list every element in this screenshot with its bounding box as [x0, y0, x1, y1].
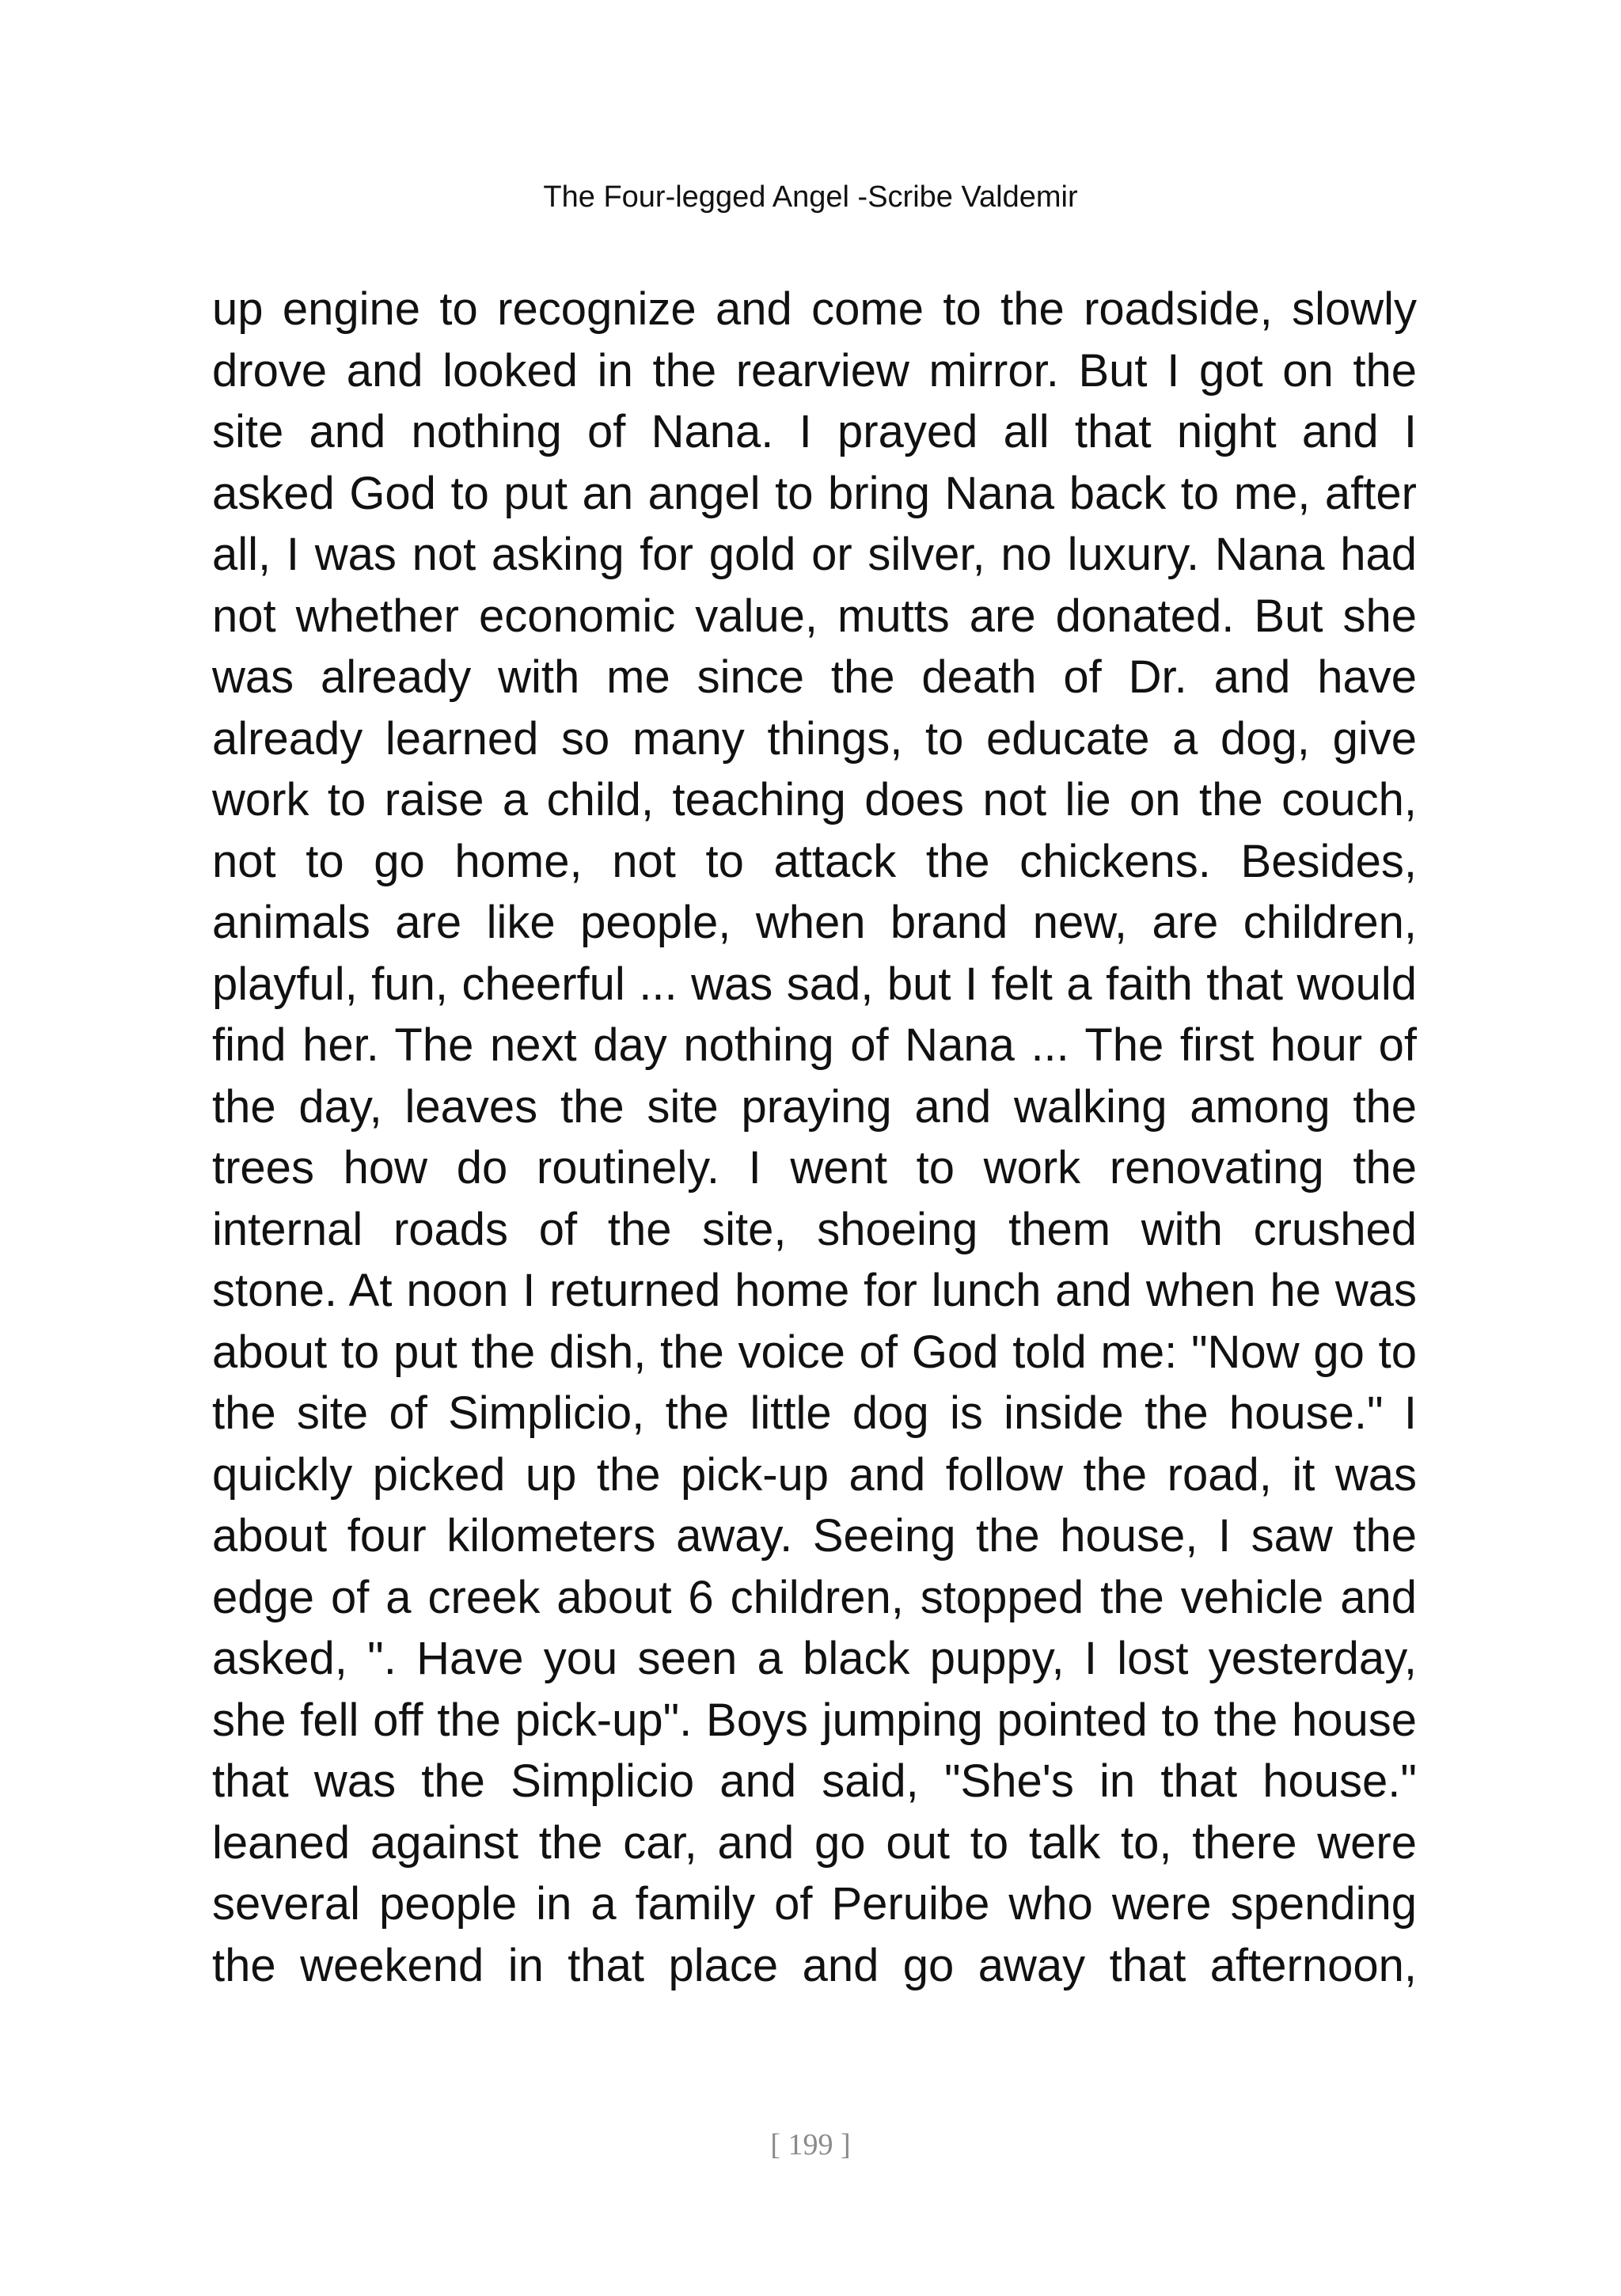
body-line: not to go home, not to attack the chickens. Besides,	[212, 835, 1417, 887]
body-line: asked God to put an angel to bring Nana back to me, after	[212, 467, 1417, 519]
body-line: stone. At noon I returned home for lunch and when he was	[212, 1265, 1417, 1316]
body-line: was already with me since the death of Dr. and have	[212, 651, 1417, 703]
body-paragraph	[212, 279, 1417, 1996]
body-line: already learned so many things, to educate a dog, give	[212, 712, 1417, 765]
body-line: that was the Simplicio and said, "She's in that house."	[212, 1755, 1417, 1807]
body-line: all, I was not asking for gold or silver, no luxury. Nana had	[212, 529, 1417, 580]
body-line: work to raise a child, teaching does not lie on the couch,	[212, 774, 1417, 825]
body-line: trees how do routinely. I went to work renovating the	[212, 1142, 1417, 1194]
body-line: site and nothing of Nana. I prayed all that night and I	[212, 406, 1417, 457]
body-line: the day, leaves the site praying and walking among the	[212, 1080, 1417, 1133]
body-line: about four kilometers away. Seeing the house, I saw the	[212, 1510, 1417, 1562]
body-line: leaned against the car, and go out to talk to, there were	[212, 1816, 1417, 1869]
page-number: [ 199 ]	[770, 2128, 851, 2161]
body-line: find her. The next day nothing of Nana ... The first hour of	[212, 1019, 1417, 1071]
body-line: drove and looked in the rearview mirror. But I got on the	[212, 344, 1417, 397]
body-line: internal roads of the site, shoeing them with crushed	[212, 1203, 1417, 1255]
body-line: she fell off the pick-up". Boys jumping pointed to the house	[212, 1694, 1417, 1746]
body-line: asked, ". Have you seen a black puppy, I lost yesterday,	[212, 1633, 1417, 1684]
body-line: the weekend in that place and go away that afternoon,	[212, 1939, 1417, 1991]
body-line: several people in a family of Peruibe who were spending	[212, 1878, 1417, 1930]
body-line: about to put the dish, the voice of God told me: "Now go to	[212, 1326, 1417, 1378]
body-line: quickly picked up the pick-up and follow the road, it was	[212, 1448, 1417, 1501]
running-header: The Four-legged Angel -Scribe Valdemir	[543, 180, 1078, 214]
body-line: animals are like people, when brand new, are children,	[212, 897, 1417, 948]
body-line: not whether economic value, mutts are donated. But she	[212, 590, 1417, 642]
body-line: playful, fun, cheerful ... was sad, but I felt a faith that would	[212, 958, 1417, 1010]
body-line: up engine to recognize and come to the roadside, slowly	[212, 283, 1417, 335]
body-line: edge of a creek about 6 children, stopped the vehicle and	[212, 1571, 1417, 1623]
body-line: the site of Simplicio, the little dog is inside the house." I	[212, 1387, 1417, 1439]
